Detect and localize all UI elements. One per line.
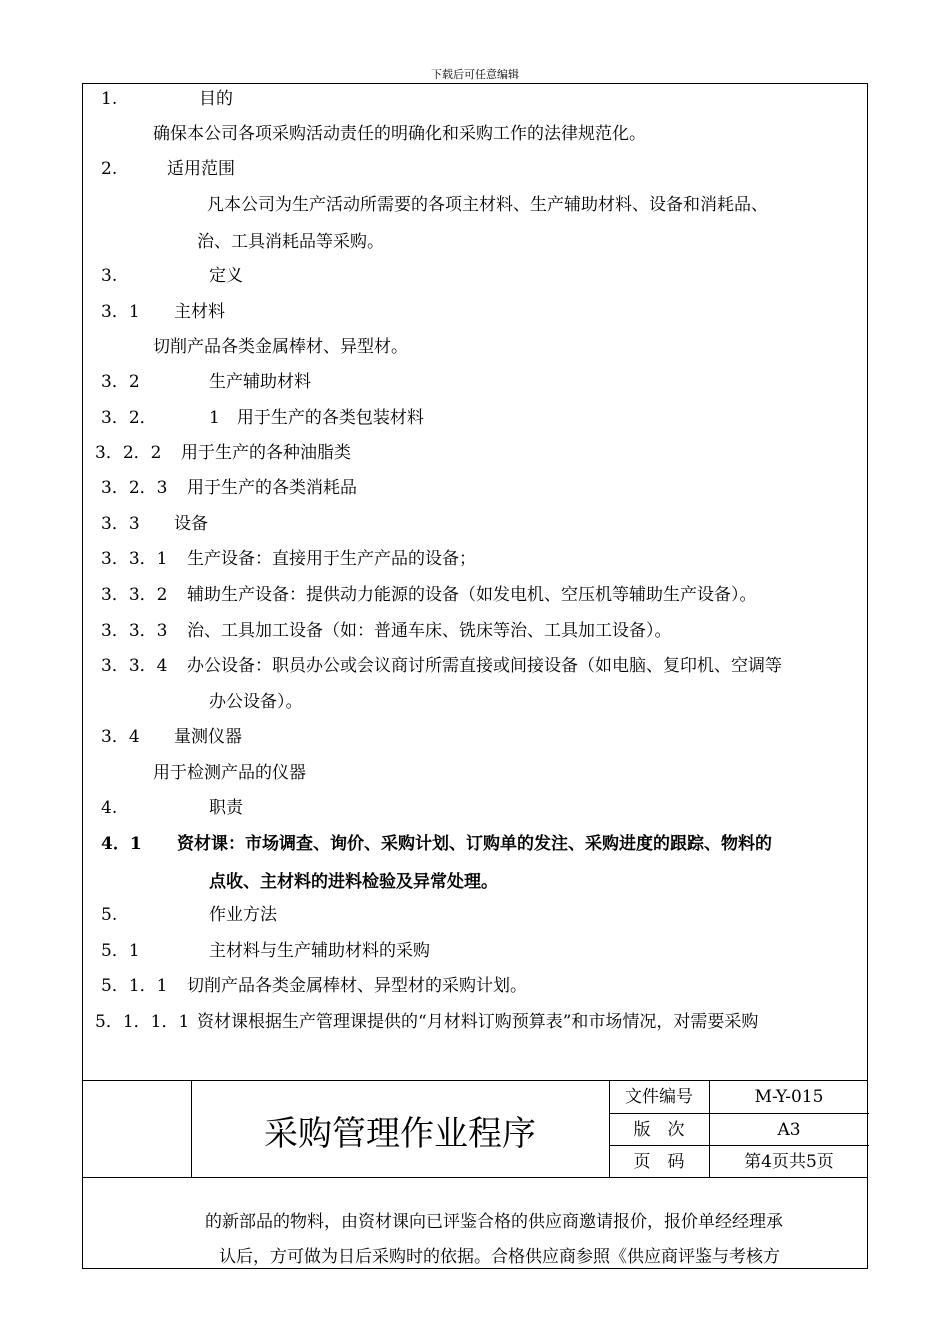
document-title: 采购管理作业程序 — [264, 1114, 536, 1154]
section-3-3-3: 3．3．3 治、工具加工设备（如：普通车床、铣床等治、工具加工设备）。 — [101, 621, 672, 641]
version-value: A3 — [777, 1120, 801, 1140]
section-5-heading: 5. 作业方法 — [101, 905, 277, 925]
doc-number-value: M-Y-015 — [754, 1087, 824, 1107]
section-2-heading: 2. 适用范围 — [101, 159, 235, 179]
version-label: 版 次 — [633, 1120, 685, 1140]
document-frame — [82, 83, 868, 1269]
continuation-line-1: 的新部品的物料，由资材课向已评鉴合格的供应商邀请报价，报价单经经理承 — [205, 1212, 783, 1232]
section-4-heading: 4. 职责 — [101, 798, 243, 818]
page-value: 第4页共5页 — [744, 1152, 834, 1172]
section-3-4: 3．4 量测仪器 — [101, 727, 242, 747]
section-3-heading: 3. 定义 — [101, 266, 243, 286]
section-3-2-2: 3．2．2 用于生产的各种油脂类 — [95, 443, 351, 463]
section-4-1-cont: 点收、主材料的进料检验及异常处理。 — [209, 872, 498, 892]
section-3-4-text: 用于检测产品的仪器 — [153, 763, 306, 783]
section-2-text-2: 治、工具消耗品等采购。 — [197, 232, 384, 252]
section-5-1-1: 5．1．1 切削产品各类金属棒材、异型材的采购计划。 — [101, 976, 527, 996]
section-3-1: 3．1 主材料 — [101, 302, 225, 322]
section-1-text: 确保本公司各项采购活动责任的明确化和采购工作的法律规范化。 — [153, 124, 646, 144]
section-3-2-3: 3．2．3 用于生产的各类消耗品 — [101, 478, 357, 498]
page-label: 页 码 — [633, 1152, 685, 1172]
section-1-heading: 1. 目的 — [101, 89, 233, 109]
section-3-2: 3．2 生产辅助材料 — [101, 372, 311, 392]
section-2-text-1: 凡本公司为生产活动所需要的各项主材料、生产辅助材料、设备和消耗品、 — [207, 195, 768, 215]
watermark: 下载后可任意编辑 — [431, 68, 519, 81]
section-3-3-4: 3．3．4 办公设备：职员办公或会议商讨所需直接或间接设备（如电脑、复印机、空调等 — [101, 656, 782, 676]
section-4-1: 4．1 资材课：市场调查、询价、采购计划、订购单的发注、采购进度的跟踪、物料的 — [101, 834, 772, 854]
section-3-3-4-cont: 办公设备）。 — [209, 692, 303, 712]
section-3-3-2: 3．3．2 辅助生产设备：提供动力能源的设备（如发电机、空压机等辅助生产设备）。 — [101, 585, 757, 605]
doc-number-label: 文件编号 — [625, 1087, 693, 1107]
section-5-1: 5．1 主材料与生产辅助材料的采购 — [101, 941, 430, 961]
continuation-line-2: 认后，方可做为日后采购时的依据。合格供应商参照《供应商评鉴与考核方 — [219, 1247, 780, 1267]
section-3-3-1: 3．3．1 生产设备：直接用于生产产品的设备； — [101, 549, 476, 569]
section-3-1-text: 切削产品各类金属棒材、异型材。 — [153, 337, 408, 357]
section-3-2-1: 3．2． 1 用于生产的各类包装材料 — [101, 408, 424, 428]
section-5-1-1-1: 5．1．1．1 资材课根据生产管理课提供的“月材料订购预算表”和市场情况，对需要采购 — [95, 1012, 759, 1032]
section-3-3: 3．3 设备 — [101, 514, 208, 534]
